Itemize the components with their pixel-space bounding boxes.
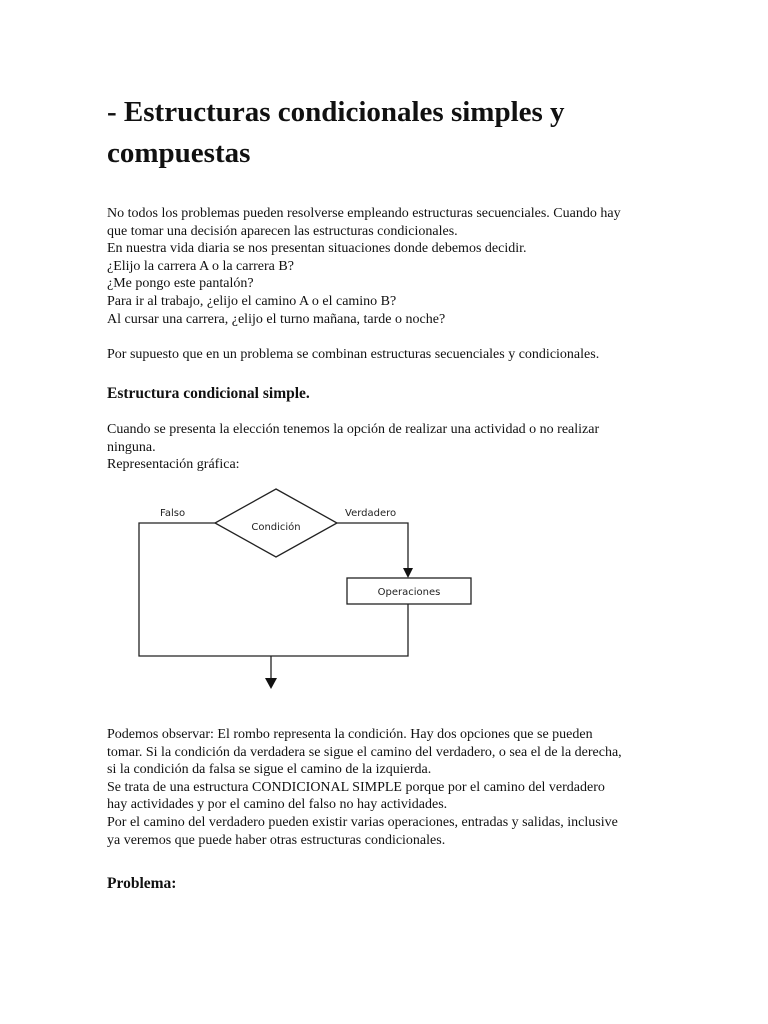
intro-line: Para ir al trabajo, ¿elijo el camino A o el camino B? <box>107 293 397 309</box>
intro-paragraph <box>107 205 667 328</box>
section-heading-simple: Estructura condicional simple. <box>107 385 310 402</box>
exit-arrowhead <box>265 678 277 689</box>
explanation-line: hay actividades y por el camino del falso no hay actividades. <box>107 797 448 813</box>
simple-paragraph <box>107 421 667 474</box>
page-title-line-2: compuestas <box>107 137 251 169</box>
explanation-line: tomar. Si la condición da verdadera se sigue el camino del verdadero, o sea el de la derecha, <box>107 744 622 760</box>
true-label: Verdadero <box>345 508 397 519</box>
intro-line: ¿Elijo la carrera A o la carrera B? <box>107 258 294 274</box>
simple-line: Representación gráfica: <box>107 457 240 473</box>
combine-line: Por supuesto que en un problema se combinan estructuras secuenciales y condicionales. <box>107 347 600 362</box>
combine-paragraph <box>107 346 667 364</box>
true-arrowhead <box>403 568 413 578</box>
intro-line: Al cursar una carrera, ¿elijo el turno mañana, tarde o noche? <box>107 311 446 327</box>
explanation-line: Se trata de una estructura CONDICIONAL SIMPLE porque por el camino del verdadero <box>107 779 605 795</box>
intro-line: En nuestra vida diaria se nos presentan situaciones donde debemos decidir. <box>107 241 527 257</box>
flowchart-diagram <box>130 482 490 694</box>
simple-line: Cuando se presenta la elección tenemos la opción de realizar una actividad o no realizar <box>107 422 600 437</box>
explanation-line: Por el camino del verdadero pueden existir varias operaciones, entradas y salidas, inclusive <box>107 814 618 830</box>
page-title-line-1: - Estructuras condicionales simples y <box>107 96 565 128</box>
true-path-line <box>337 523 408 570</box>
explanation-line: si la condición da falsa se sigue el camino de la izquierda. <box>107 762 432 778</box>
problem-heading: Problema: <box>107 875 177 892</box>
simple-line: ninguna. <box>107 439 156 455</box>
intro-line: No todos los problemas pueden resolverse empleando estructuras secuenciales. Cuando hay <box>107 206 621 221</box>
intro-line: que tomar una decisión aparecen las estructuras condicionales. <box>107 223 458 239</box>
explanation-line: Podemos observar: El rombo representa la condición. Hay dos opciones que se pueden <box>107 727 593 742</box>
condition-label: Condición <box>251 522 301 533</box>
explanation-paragraph <box>107 726 667 849</box>
page-title <box>107 92 667 174</box>
false-label: Falso <box>160 508 186 519</box>
operations-label: Operaciones <box>377 587 441 598</box>
intro-line: ¿Me pongo este pantalón? <box>107 276 254 292</box>
explanation-line: ya veremos que puede haber otras estructuras condicionales. <box>107 832 446 848</box>
